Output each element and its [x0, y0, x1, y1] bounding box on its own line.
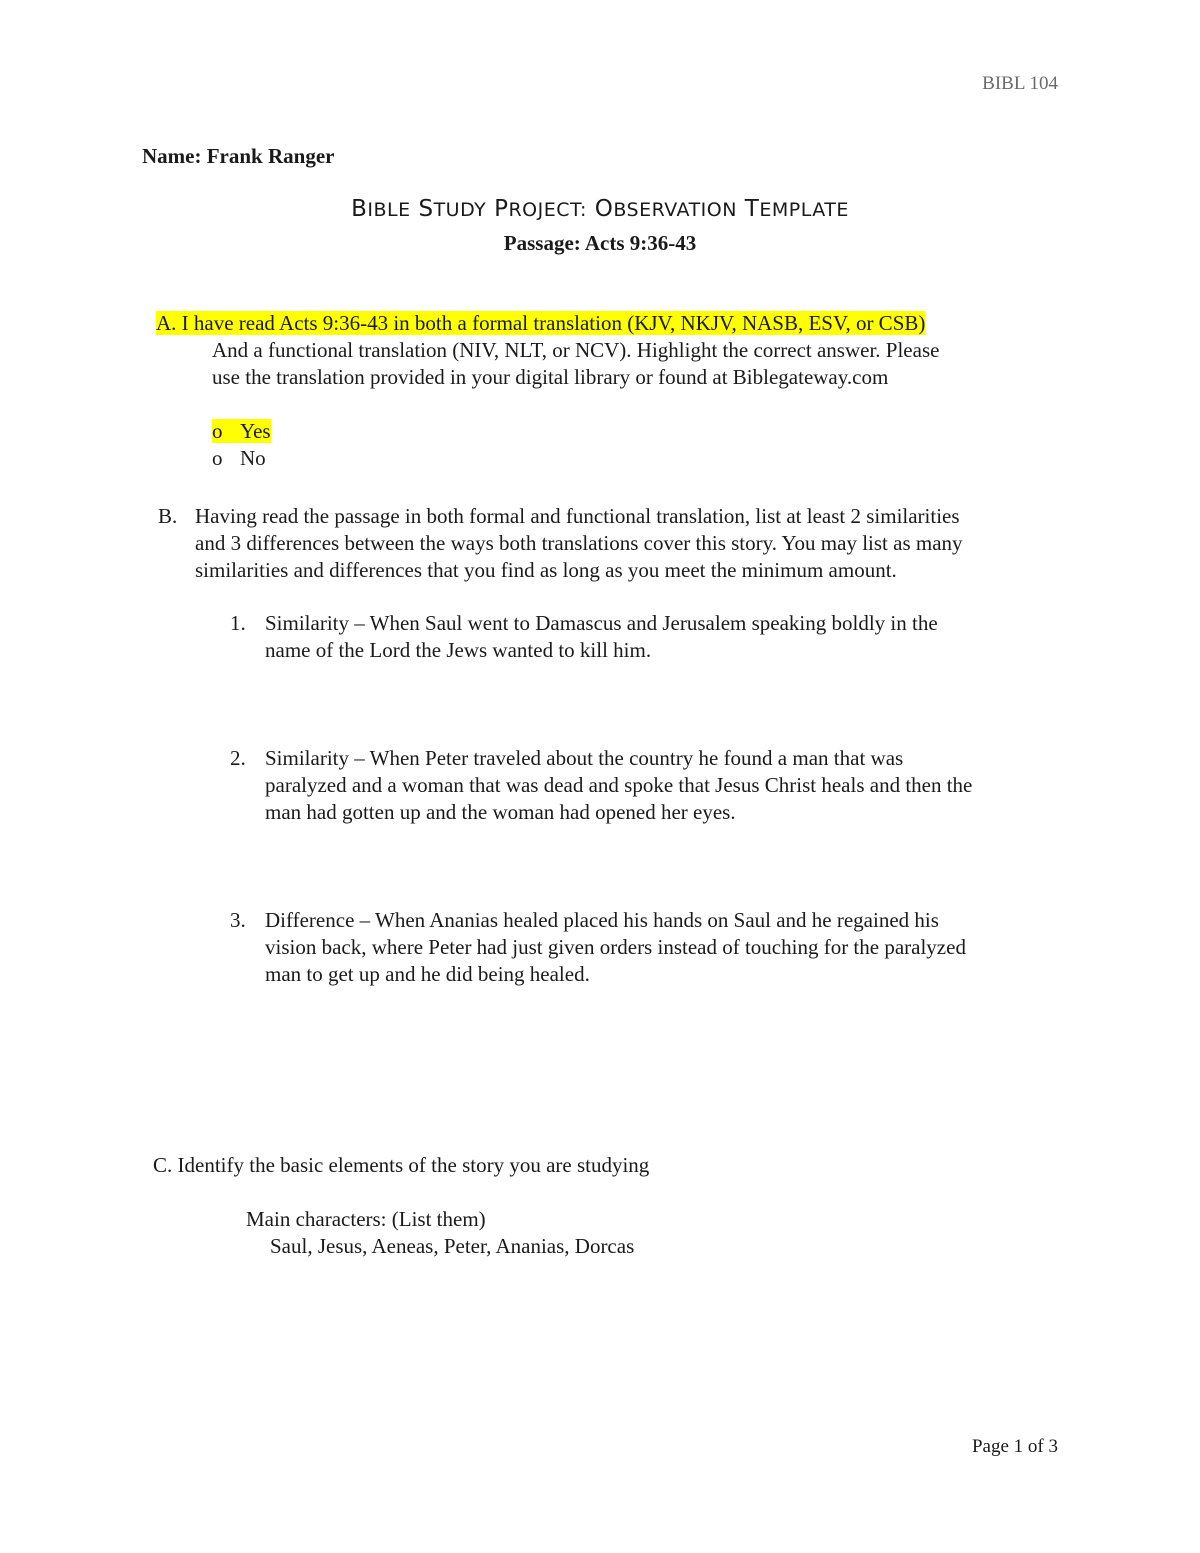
bullet-icon: o [212, 419, 223, 443]
section-b-marker: B. [158, 504, 178, 528]
section-b-line: similarities and differences that you find as long as you meet the minimum amount. [195, 558, 897, 582]
list-item-line: paralyzed and a woman that was dead and spoke that Jesus Christ heals and then the [265, 773, 973, 797]
title-initial: P [494, 196, 509, 222]
page-number: Page 1 of 3 [971, 1436, 1058, 1457]
title-initial: O [594, 196, 614, 222]
list-number: 3. [230, 908, 246, 932]
main-characters-value: Saul, Jesus, Aeneas, Peter, Ananias, Dorcas [270, 1234, 635, 1258]
highlighted-text: A. I have read Acts 9:36-43 in both a formal translation (KJV, NKJV, NASB, ESV, or CSB) [156, 311, 926, 335]
section-b-line: Having read the passage in both formal and functional translation, list at least 2 similarities [195, 504, 960, 528]
section-a-line: use the translation provided in your digital library or found at Biblegateway.com [212, 365, 889, 389]
highlighted-option [212, 419, 271, 443]
option-yes[interactable] [212, 418, 271, 445]
document-title [0, 196, 1200, 224]
list-number: 2. [230, 746, 246, 770]
list-number: 1. [230, 611, 246, 635]
section-b-line: and 3 differences between the ways both translations cover this story. You may list as many [195, 531, 963, 555]
title-word-rest: EMPLATE [759, 199, 849, 221]
bullet-icon: o [212, 446, 223, 470]
section-c-question: C. Identify the basic elements of the story you are studying [153, 1153, 650, 1177]
option-no[interactable] [212, 445, 266, 472]
list-item-line: man to get up and he did being healed. [265, 962, 590, 986]
main-characters-label: Main characters: (List them) [246, 1207, 486, 1231]
title-initial: S [418, 196, 434, 222]
section-a-question [156, 310, 925, 337]
list-item-line: Difference – When Ananias healed placed his hands on Saul and he regained his [265, 908, 939, 932]
list-item-line: Similarity – When Peter traveled about the country he found a man that was [265, 746, 904, 770]
list-item-line: man had gotten up and the woman had opened her eyes. [265, 800, 736, 824]
list-item-line: Similarity – When Saul went to Damascus and Jerusalem speaking boldly in the [265, 611, 938, 635]
list-item-line: vision back, where Peter had just given orders instead of touching for the paralyzed [265, 935, 966, 959]
student-name: Name: Frank Ranger [142, 144, 335, 168]
list-item-line: name of the Lord the Jews wanted to kill him. [265, 638, 652, 662]
title-word-rest: ROJECT: [508, 199, 587, 221]
title-initial: T [744, 196, 760, 222]
option-label: No [240, 446, 266, 470]
title-word-rest: TUDY [433, 199, 487, 221]
course-header: BIBL 104 [982, 73, 1058, 94]
option-label: Yes [240, 419, 271, 443]
section-a-line: And a functional translation (NIV, NLT, or NCV). Highlight the correct answer. Please [212, 338, 940, 362]
passage-reference: Passage: Acts 9:36-43 [503, 231, 697, 255]
title-word-rest: BSERVATION [613, 199, 737, 221]
title-initial: B [351, 196, 368, 222]
title-word-rest: IBLE [367, 199, 411, 221]
